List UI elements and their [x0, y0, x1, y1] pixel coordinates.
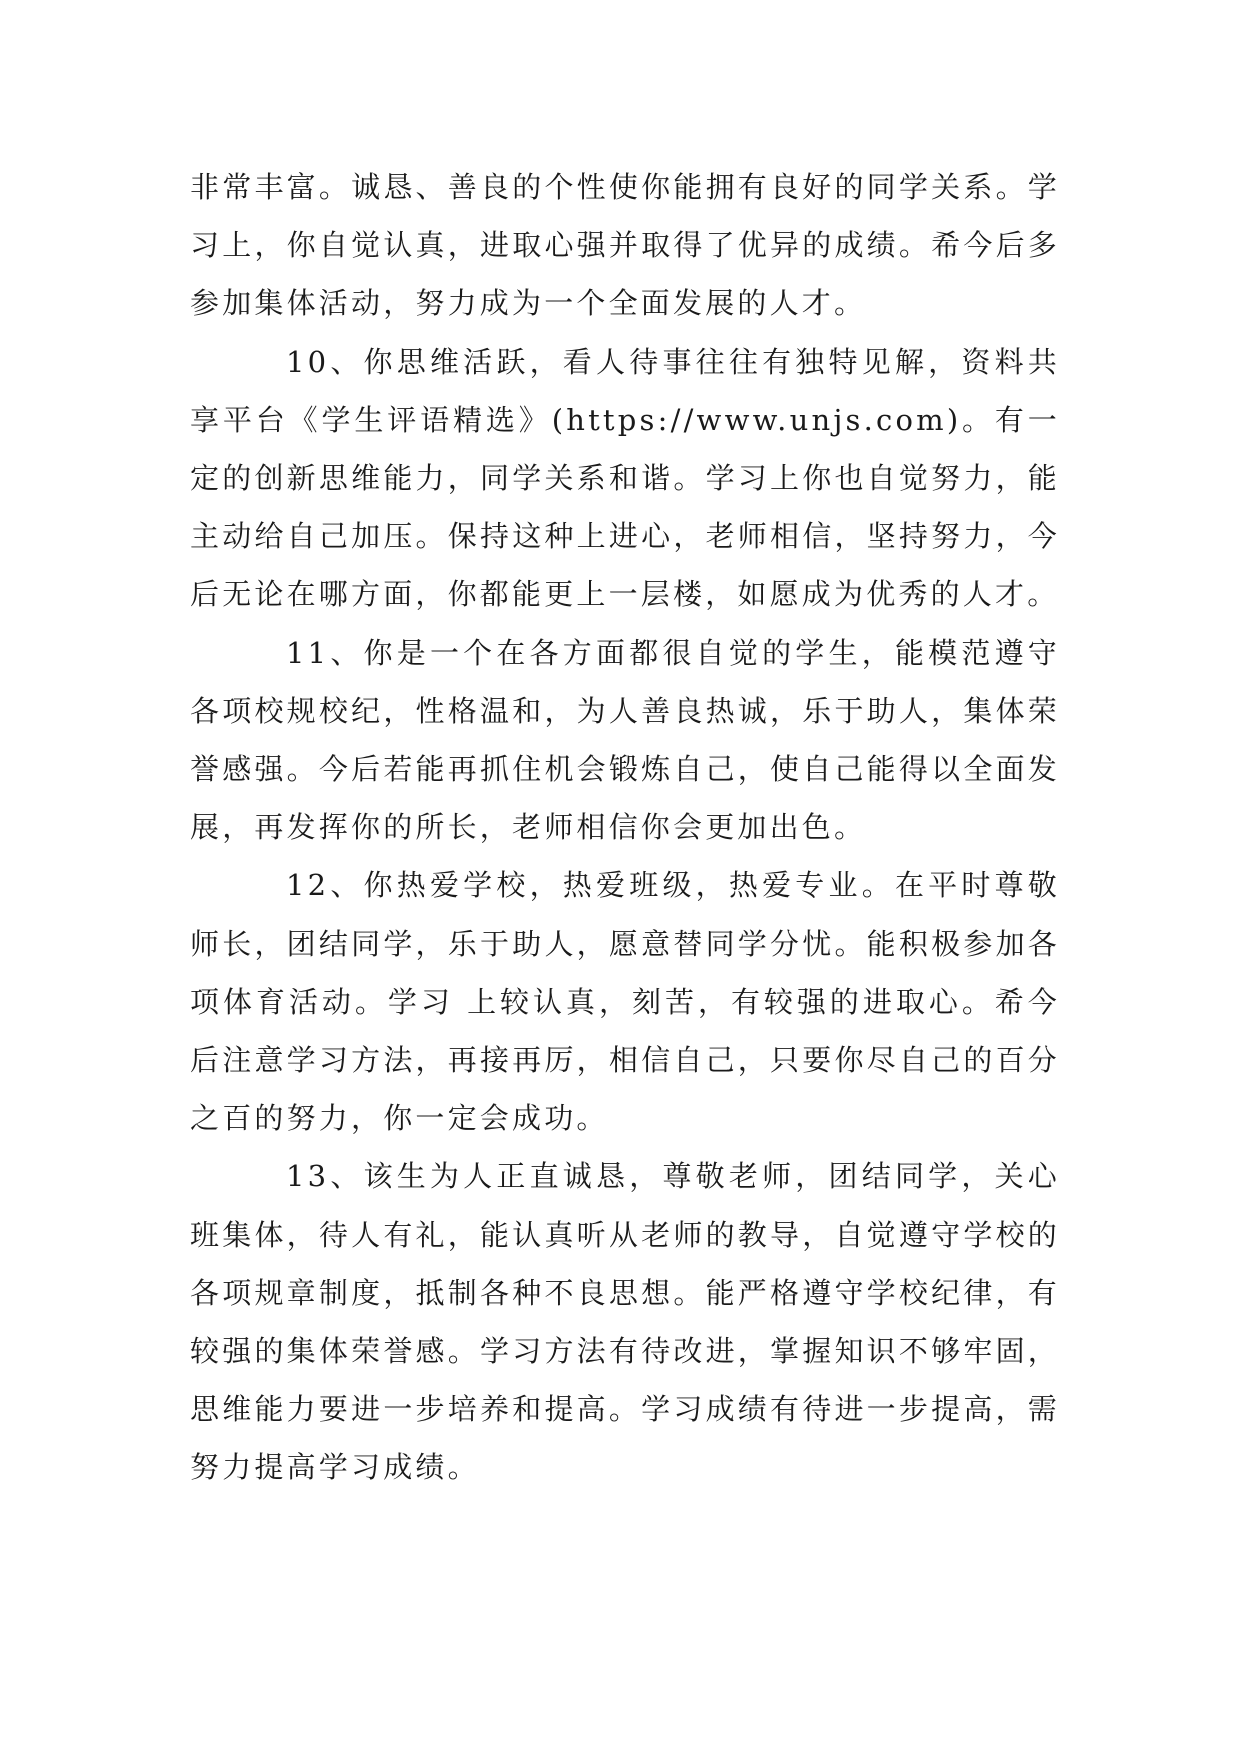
paragraph-continuation: 非常丰富。诚恳、善良的个性使你能拥有良好的同学关系。学习上，你自觉认真，进取心强并取得了优异的成绩。希今后多参加集体活动，努力成为一个全面发展的人才。: [190, 170, 1060, 321]
document-body: [190, 158, 1060, 1497]
paragraph-comment-12: 12、你热爱学校，热爱班级，热爱专业。在平时尊敬师长，团结同学，乐于助人，愿意替同学分忧。能积极参加各项体育活动。学习 上较认真，刻苦，有较强的进取心。希今后注意学习方法，再接再厉，相信自己，只要你尽自己的百分之百的努力，你一定会成功。: [190, 868, 1060, 1136]
paragraph-comment-11: 11、你是一个在各方面都很自觉的学生，能模范遵守各项校规校纪，性格温和，为人善良热诚，乐于助人，集体荣誉感强。今后若能再抓住机会锻炼自己，使自己能得以全面发展，再发挥你的所长，老师相信你会更加出色。: [190, 635, 1060, 845]
paragraph-comment-13: 13、该生为人正直诚恳，尊敬老师，团结同学，关心班集体，待人有礼，能认真听从老师的教导，自觉遵守学校的各项规章制度，抵制各种不良思想。能严格遵守学校纪律，有较强的集体荣誉感。学习方法有待改进，掌握知识不够牢固，思维能力要进一步培养和提高。学习成绩有待进一步提高，需努力提高学习成绩。: [190, 1159, 1060, 1485]
paragraph-comment-10: 10、你思维活跃，看人待事往往有独特见解，资料共享平台《学生评语精选》(https://www.unjs.com)。有一定的创新思维能力，同学关系和谐。学习上你也自觉努力，能主动给自己加压。保持这种上进心，老师相信，坚持努力，今后无论在哪方面，你都能更上一层楼，如愿成为优秀的人才。: [190, 344, 1060, 612]
